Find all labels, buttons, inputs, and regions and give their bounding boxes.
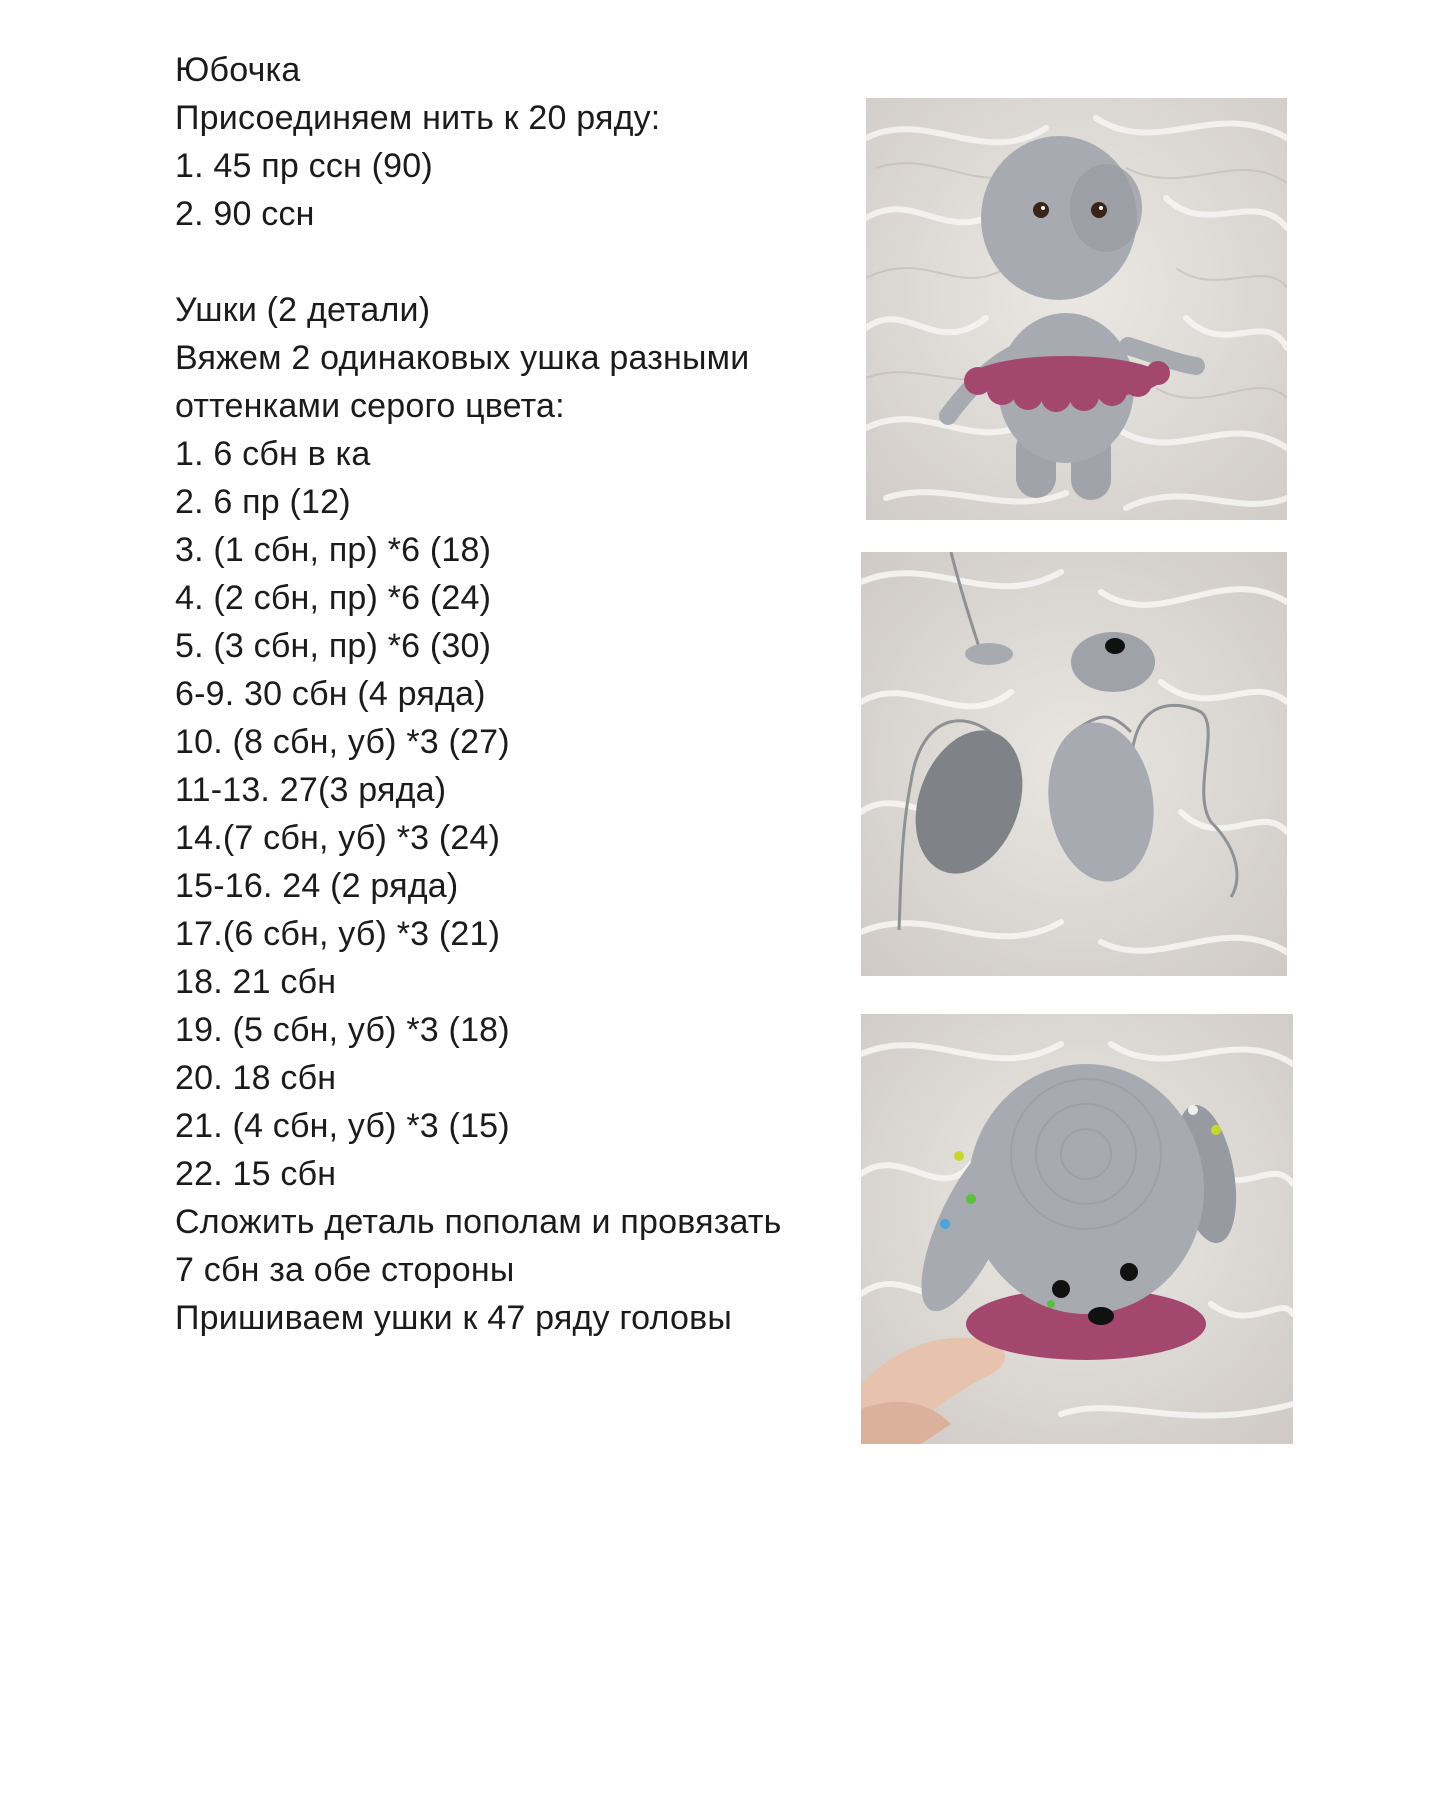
ears-row: 10. (8 сбн, уб) *3 (27) [175, 723, 510, 761]
ears-row: 2. 6 пр (12) [175, 483, 351, 521]
ears-row: 17.(6 сбн, уб) *3 (21) [175, 915, 501, 953]
ear-parts-illustration [861, 552, 1287, 976]
ears-intro: Вяжем 2 одинаковых ушка разными [175, 339, 750, 377]
ears-outro: 7 сбн за обе стороны [175, 1251, 515, 1289]
ears-row: 15-16. 24 (2 ряда) [175, 867, 459, 905]
pattern-text [175, 46, 835, 1342]
skirt-row: 2. 90 ссн [175, 195, 315, 233]
ears-row: 1. 6 сбн в ка [175, 435, 371, 473]
head-with-ears-illustration [861, 1014, 1293, 1444]
section-spacer [175, 238, 835, 286]
ears-intro: оттенками серого цвета: [175, 387, 565, 425]
ears-row: 21. (4 сбн, уб) *3 (15) [175, 1107, 510, 1145]
ears-row: 4. (2 сбн, пр) *6 (24) [175, 579, 492, 617]
ears-row: 19. (5 сбн, уб) *3 (18) [175, 1011, 510, 1049]
photo-head-with-ears [861, 1014, 1293, 1444]
skirt-intro: Присоединяем нить к 20 ряду: [175, 99, 661, 137]
ears-row: 6-9. 30 сбн (4 ряда) [175, 675, 486, 713]
ears-row: 20. 18 сбн [175, 1059, 337, 1097]
ears-row: 22. 15 сбн [175, 1155, 337, 1193]
skirt-title: Юбочка [175, 51, 301, 89]
ears-row: 3. (1 сбн, пр) *6 (18) [175, 531, 492, 569]
ears-title: Ушки (2 детали) [175, 291, 431, 329]
photo-toy-with-skirt [866, 98, 1287, 520]
ears-outro: Пришиваем ушки к 47 ряду головы [175, 1299, 732, 1337]
ears-row: 18. 21 сбн [175, 963, 337, 1001]
ears-outro: Сложить деталь пополам и провязать [175, 1203, 782, 1241]
skirt-row: 1. 45 пр ссн (90) [175, 147, 433, 185]
toy-with-skirt-illustration [866, 98, 1287, 520]
ears-row: 14.(7 сбн, уб) *3 (24) [175, 819, 501, 857]
ears-row: 11-13. 27(3 ряда) [175, 771, 447, 809]
photo-ear-parts [861, 552, 1287, 976]
ears-row: 5. (3 сбн, пр) *6 (30) [175, 627, 492, 665]
